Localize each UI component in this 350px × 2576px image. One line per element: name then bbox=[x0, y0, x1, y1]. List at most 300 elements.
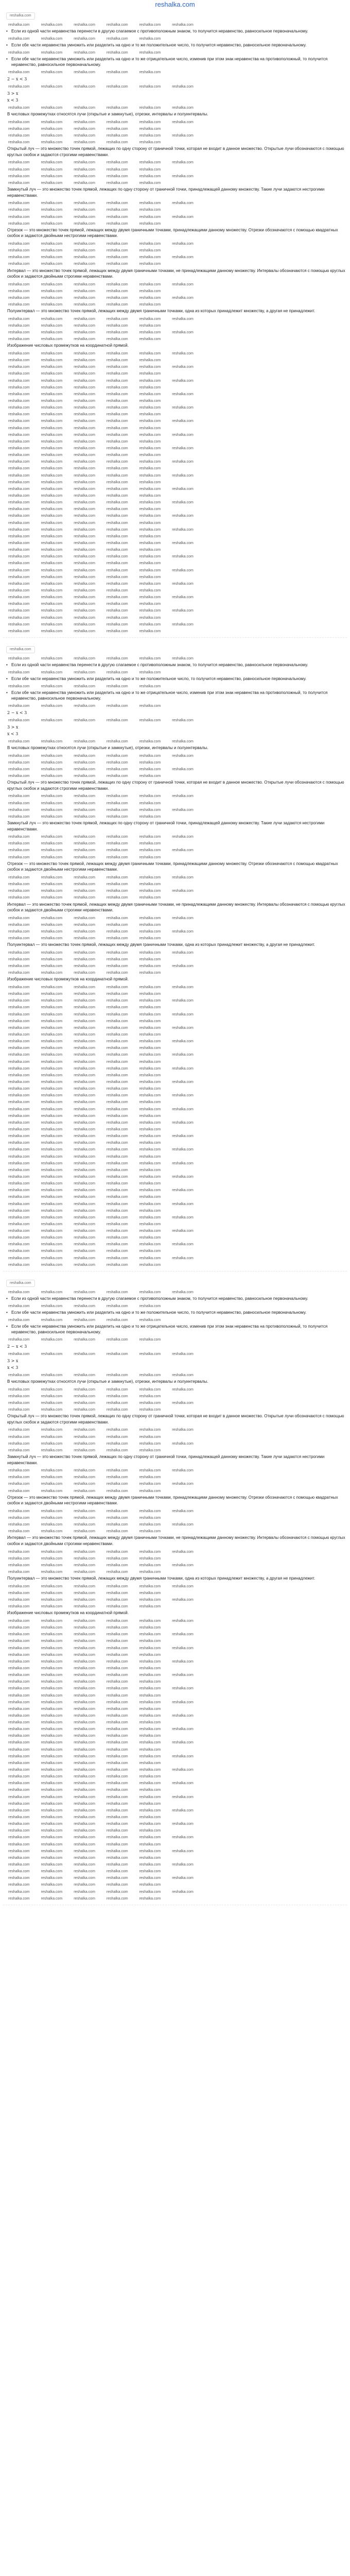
watermark: reshalka.com bbox=[106, 794, 128, 799]
watermark-row bbox=[8, 1400, 347, 1406]
watermark: reshalka.com bbox=[172, 433, 194, 437]
watermark: reshalka.com bbox=[8, 1721, 30, 1725]
watermark: reshalka.com bbox=[74, 514, 95, 518]
rule-text: Если обе части неравенства умножить или разделить на одно и то же отрицательное число, изменив при этом знак неравенства на противоположный, то получится неравенство, равносильное первоначальному. bbox=[11, 1324, 328, 1335]
watermark: reshalka.com bbox=[8, 964, 30, 969]
watermark: reshalka.com bbox=[139, 1876, 161, 1880]
watermark: reshalka.com bbox=[106, 1666, 128, 1670]
watermark-row bbox=[8, 1133, 347, 1139]
watermark: reshalka.com bbox=[106, 889, 128, 893]
watermark: reshalka.com bbox=[41, 1073, 63, 1077]
watermark: reshalka.com bbox=[106, 1127, 128, 1131]
watermark-row bbox=[8, 854, 347, 860]
watermark: reshalka.com bbox=[74, 916, 95, 920]
watermark: reshalka.com bbox=[172, 1215, 194, 1219]
watermark: reshalka.com bbox=[8, 1476, 30, 1480]
watermark: reshalka.com bbox=[41, 296, 63, 300]
watermark: reshalka.com bbox=[41, 487, 63, 491]
watermark: reshalka.com bbox=[8, 971, 30, 975]
source-chip[interactable]: reshalka.com bbox=[6, 12, 35, 20]
watermark-row bbox=[8, 513, 347, 519]
bullet-icon: • bbox=[6, 1296, 8, 1301]
watermark: reshalka.com bbox=[74, 1469, 95, 1473]
watermark-row bbox=[8, 753, 347, 759]
watermark: reshalka.com bbox=[8, 815, 30, 819]
watermark: reshalka.com bbox=[106, 127, 128, 131]
watermark: reshalka.com bbox=[139, 1053, 161, 1057]
watermark: reshalka.com bbox=[139, 222, 161, 226]
watermark: reshalka.com bbox=[106, 555, 128, 559]
watermark: reshalka.com bbox=[74, 1863, 95, 1867]
watermark: reshalka.com bbox=[106, 1782, 128, 1786]
watermark: reshalka.com bbox=[106, 392, 128, 396]
watermark: reshalka.com bbox=[74, 616, 95, 620]
watermark: reshalka.com bbox=[8, 992, 30, 996]
watermark: reshalka.com bbox=[74, 262, 95, 266]
watermark: reshalka.com bbox=[74, 1870, 95, 1874]
watermark: reshalka.com bbox=[41, 1768, 63, 1772]
watermark: reshalka.com bbox=[106, 1337, 128, 1342]
watermark: reshalka.com bbox=[139, 986, 161, 989]
watermark: reshalka.com bbox=[8, 406, 30, 410]
watermark-row bbox=[8, 607, 347, 614]
watermark-row bbox=[8, 567, 347, 573]
watermark: reshalka.com bbox=[139, 1215, 161, 1219]
watermark-row bbox=[8, 1474, 347, 1480]
watermark: reshalka.com bbox=[172, 1550, 194, 1554]
watermark: reshalka.com bbox=[139, 1530, 161, 1534]
watermark: reshalka.com bbox=[8, 317, 30, 321]
watermark: reshalka.com bbox=[74, 670, 95, 674]
watermark: reshalka.com bbox=[41, 1155, 63, 1159]
watermark: reshalka.com bbox=[8, 1795, 30, 1799]
watermark: reshalka.com bbox=[74, 609, 95, 613]
watermark: reshalka.com bbox=[139, 1741, 161, 1745]
watermark: reshalka.com bbox=[41, 1175, 63, 1179]
watermark: reshalka.com bbox=[74, 588, 95, 592]
watermark: reshalka.com bbox=[8, 883, 30, 887]
watermark: reshalka.com bbox=[8, 1012, 30, 1016]
watermark: reshalka.com bbox=[139, 1896, 161, 1901]
watermark: reshalka.com bbox=[74, 1653, 95, 1657]
watermark-row bbox=[8, 807, 347, 813]
watermark: reshalka.com bbox=[106, 1408, 128, 1412]
watermark: reshalka.com bbox=[8, 1653, 30, 1657]
watermark-row bbox=[8, 928, 347, 935]
watermark: reshalka.com bbox=[74, 1788, 95, 1792]
watermark: reshalka.com bbox=[8, 555, 30, 559]
watermark: reshalka.com bbox=[41, 889, 63, 893]
watermark: reshalka.com bbox=[41, 317, 63, 321]
watermark-row bbox=[8, 1679, 347, 1685]
watermark: reshalka.com bbox=[41, 215, 63, 219]
watermark: reshalka.com bbox=[8, 181, 30, 185]
watermark: reshalka.com bbox=[41, 1556, 63, 1561]
watermark: reshalka.com bbox=[41, 1394, 63, 1398]
watermark: reshalka.com bbox=[139, 1693, 161, 1698]
watermark: reshalka.com bbox=[139, 1523, 161, 1527]
bullet-icon: • bbox=[6, 690, 8, 695]
watermark-row bbox=[8, 1065, 347, 1072]
watermark: reshalka.com bbox=[74, 467, 95, 471]
watermark: reshalka.com bbox=[139, 1121, 161, 1125]
watermark-row bbox=[8, 1528, 347, 1534]
watermark: reshalka.com bbox=[74, 1121, 95, 1125]
watermark: reshalka.com bbox=[41, 1304, 63, 1308]
watermark: reshalka.com bbox=[41, 1408, 63, 1412]
watermark-row bbox=[8, 323, 347, 329]
watermark: reshalka.com bbox=[8, 835, 30, 839]
watermark: reshalka.com bbox=[139, 1304, 161, 1308]
watermark: reshalka.com bbox=[106, 1584, 128, 1588]
watermark: reshalka.com bbox=[8, 399, 30, 403]
watermark: reshalka.com bbox=[74, 1700, 95, 1704]
watermark: reshalka.com bbox=[74, 37, 95, 41]
watermark: reshalka.com bbox=[8, 507, 30, 512]
watermark: reshalka.com bbox=[172, 1563, 194, 1567]
watermark: reshalka.com bbox=[74, 1229, 95, 1233]
watermark: reshalka.com bbox=[41, 883, 63, 887]
watermark: reshalka.com bbox=[139, 1040, 161, 1044]
watermark: reshalka.com bbox=[74, 889, 95, 893]
watermark: reshalka.com bbox=[8, 1896, 30, 1901]
watermark-row bbox=[8, 547, 347, 553]
watermark: reshalka.com bbox=[8, 575, 30, 579]
watermark: reshalka.com bbox=[139, 521, 161, 525]
watermark: reshalka.com bbox=[74, 1080, 95, 1084]
watermark: reshalka.com bbox=[106, 1318, 128, 1322]
watermark: reshalka.com bbox=[172, 352, 194, 356]
paragraph: Полуинтервал — это множество точек прямой, лежащих между двумя граничными точками, одна из которых принадлежит множеству, а другая не принадлежит. bbox=[7, 309, 316, 314]
watermark: reshalka.com bbox=[139, 704, 161, 708]
watermark: reshalka.com bbox=[8, 1673, 30, 1677]
watermark: reshalka.com bbox=[139, 1802, 161, 1806]
watermark: reshalka.com bbox=[8, 1883, 30, 1887]
watermark: reshalka.com bbox=[172, 1161, 194, 1165]
watermark: reshalka.com bbox=[74, 1680, 95, 1684]
watermark: reshalka.com bbox=[139, 588, 161, 592]
watermark: reshalka.com bbox=[139, 1263, 161, 1267]
watermark: reshalka.com bbox=[74, 767, 95, 771]
source-chip[interactable]: reshalka.com bbox=[6, 646, 35, 653]
watermark: reshalka.com bbox=[172, 460, 194, 464]
watermark: reshalka.com bbox=[74, 317, 95, 321]
watermark: reshalka.com bbox=[8, 365, 30, 369]
watermark: reshalka.com bbox=[74, 134, 95, 138]
watermark: reshalka.com bbox=[8, 1100, 30, 1105]
watermark-row bbox=[8, 1481, 347, 1487]
watermark: reshalka.com bbox=[41, 1822, 63, 1826]
watermark: reshalka.com bbox=[8, 1435, 30, 1439]
watermark: reshalka.com bbox=[139, 760, 161, 765]
watermark: reshalka.com bbox=[41, 1249, 63, 1253]
watermark: reshalka.com bbox=[8, 754, 30, 758]
watermark: reshalka.com bbox=[106, 1788, 128, 1792]
watermark: reshalka.com bbox=[106, 1046, 128, 1050]
watermark: reshalka.com bbox=[106, 1107, 128, 1111]
watermark: reshalka.com bbox=[41, 141, 63, 145]
source-chip-row bbox=[6, 12, 347, 20]
watermark: reshalka.com bbox=[8, 127, 30, 131]
watermark: reshalka.com bbox=[106, 426, 128, 430]
watermark: reshalka.com bbox=[139, 447, 161, 451]
watermark: reshalka.com bbox=[41, 1256, 63, 1260]
watermark: reshalka.com bbox=[41, 174, 63, 178]
watermark: reshalka.com bbox=[74, 1856, 95, 1860]
watermark: reshalka.com bbox=[8, 616, 30, 620]
watermark: reshalka.com bbox=[41, 1659, 63, 1664]
watermark-row bbox=[8, 173, 347, 179]
watermark: reshalka.com bbox=[74, 399, 95, 403]
watermark: reshalka.com bbox=[139, 1195, 161, 1199]
watermark-row bbox=[8, 1221, 347, 1227]
watermark: reshalka.com bbox=[8, 916, 30, 920]
watermark: reshalka.com bbox=[8, 808, 30, 812]
watermark: reshalka.com bbox=[8, 208, 30, 212]
watermark: reshalka.com bbox=[8, 1714, 30, 1718]
watermark: reshalka.com bbox=[74, 1516, 95, 1520]
watermark: reshalka.com bbox=[41, 460, 63, 464]
watermark: reshalka.com bbox=[8, 23, 30, 27]
watermark: reshalka.com bbox=[139, 1639, 161, 1643]
watermark: reshalka.com bbox=[74, 1666, 95, 1670]
watermark: reshalka.com bbox=[139, 1516, 161, 1520]
watermark: reshalka.com bbox=[139, 1775, 161, 1779]
watermark-row bbox=[8, 281, 347, 287]
watermark: reshalka.com bbox=[41, 1489, 63, 1493]
watermark-row bbox=[8, 759, 347, 766]
watermark: reshalka.com bbox=[74, 1408, 95, 1412]
watermark: reshalka.com bbox=[41, 1482, 63, 1486]
watermark: reshalka.com bbox=[8, 986, 30, 989]
watermark: reshalka.com bbox=[139, 992, 161, 996]
watermark: reshalka.com bbox=[41, 916, 63, 920]
watermark: reshalka.com bbox=[8, 1741, 30, 1745]
watermark: reshalka.com bbox=[139, 1100, 161, 1105]
watermark-row bbox=[8, 1086, 347, 1092]
watermark-row bbox=[8, 1440, 347, 1447]
watermark: reshalka.com bbox=[41, 835, 63, 839]
watermark: reshalka.com bbox=[139, 37, 161, 41]
watermark: reshalka.com bbox=[106, 1727, 128, 1732]
watermark: reshalka.com bbox=[139, 1094, 161, 1098]
watermark: reshalka.com bbox=[139, 964, 161, 969]
watermark: reshalka.com bbox=[106, 1687, 128, 1691]
watermark-row bbox=[8, 1303, 347, 1309]
watermark: reshalka.com bbox=[106, 588, 128, 592]
watermark: reshalka.com bbox=[74, 1584, 95, 1588]
watermark: reshalka.com bbox=[106, 494, 128, 498]
watermark-row bbox=[8, 1146, 347, 1153]
watermark: reshalka.com bbox=[106, 181, 128, 185]
watermark: reshalka.com bbox=[74, 835, 95, 839]
watermark-row bbox=[8, 1801, 347, 1807]
watermark: reshalka.com bbox=[106, 704, 128, 708]
watermark-row bbox=[8, 22, 347, 28]
watermark: reshalka.com bbox=[41, 134, 63, 138]
watermark: reshalka.com bbox=[8, 1523, 30, 1527]
watermark: reshalka.com bbox=[8, 1073, 30, 1077]
watermark: reshalka.com bbox=[74, 575, 95, 579]
paragraph: Замкнутый луч — это множество точек прямой, лежащих по одну сторону от граничной точки, принадлежащей данному множеству. Такие лучи задаются нестрогими неравенствами. bbox=[7, 821, 325, 832]
watermark-row bbox=[8, 956, 347, 962]
watermark: reshalka.com bbox=[8, 1428, 30, 1432]
watermark: reshalka.com bbox=[106, 1202, 128, 1206]
watermark: reshalka.com bbox=[41, 937, 63, 941]
watermark: reshalka.com bbox=[139, 480, 161, 484]
watermark: reshalka.com bbox=[106, 507, 128, 512]
watermark-row bbox=[8, 1834, 347, 1840]
watermark: reshalka.com bbox=[41, 1816, 63, 1820]
watermark: reshalka.com bbox=[139, 849, 161, 853]
watermark: reshalka.com bbox=[106, 1249, 128, 1253]
watermark: reshalka.com bbox=[41, 992, 63, 996]
watermark: reshalka.com bbox=[8, 242, 30, 246]
watermark: reshalka.com bbox=[172, 1822, 194, 1826]
watermark: reshalka.com bbox=[74, 534, 95, 538]
watermark: reshalka.com bbox=[139, 337, 161, 342]
watermark: reshalka.com bbox=[139, 1175, 161, 1179]
watermark: reshalka.com bbox=[74, 426, 95, 430]
watermark: reshalka.com bbox=[8, 1700, 30, 1704]
watermark: reshalka.com bbox=[8, 1775, 30, 1779]
watermark: reshalka.com bbox=[8, 541, 30, 545]
watermark: reshalka.com bbox=[74, 1161, 95, 1165]
watermark: reshalka.com bbox=[172, 1876, 194, 1880]
watermark-row bbox=[8, 1106, 347, 1112]
watermark: reshalka.com bbox=[8, 937, 30, 941]
watermark: reshalka.com bbox=[8, 1754, 30, 1758]
watermark: reshalka.com bbox=[172, 406, 194, 410]
watermark-row bbox=[8, 540, 347, 546]
watermark: reshalka.com bbox=[139, 835, 161, 839]
watermark: reshalka.com bbox=[139, 1448, 161, 1452]
watermark: reshalka.com bbox=[74, 50, 95, 55]
watermark-row bbox=[8, 601, 347, 607]
watermark: reshalka.com bbox=[106, 1100, 128, 1105]
watermark-row bbox=[8, 391, 347, 397]
watermark: reshalka.com bbox=[41, 1754, 63, 1758]
watermark: reshalka.com bbox=[8, 1836, 30, 1840]
watermark: reshalka.com bbox=[139, 419, 161, 423]
watermark: reshalka.com bbox=[139, 1653, 161, 1657]
watermark: reshalka.com bbox=[139, 453, 161, 457]
watermark: reshalka.com bbox=[74, 1107, 95, 1111]
watermark: reshalka.com bbox=[106, 1856, 128, 1860]
watermark: reshalka.com bbox=[106, 1849, 128, 1853]
watermark-row bbox=[8, 1699, 347, 1705]
watermark-row bbox=[8, 814, 347, 820]
watermark: reshalka.com bbox=[8, 289, 30, 293]
watermark: reshalka.com bbox=[8, 1155, 30, 1159]
watermark: reshalka.com bbox=[172, 754, 194, 758]
watermark: reshalka.com bbox=[139, 1646, 161, 1650]
watermark: reshalka.com bbox=[139, 923, 161, 927]
watermark: reshalka.com bbox=[139, 1666, 161, 1670]
watermark: reshalka.com bbox=[106, 1822, 128, 1826]
watermark: reshalka.com bbox=[139, 1428, 161, 1432]
watermark: reshalka.com bbox=[139, 1229, 161, 1233]
watermark: reshalka.com bbox=[172, 161, 194, 165]
watermark: reshalka.com bbox=[172, 929, 194, 934]
watermark: reshalka.com bbox=[74, 303, 95, 307]
watermark: reshalka.com bbox=[139, 528, 161, 532]
watermark: reshalka.com bbox=[106, 951, 128, 955]
watermark: reshalka.com bbox=[41, 120, 63, 124]
watermark: reshalka.com bbox=[74, 849, 95, 853]
watermark-row bbox=[8, 1241, 347, 1247]
paragraph: Замкнутый луч — это множество точек прямой, лежащих по одну сторону от граничной точки, принадлежащей данному множеству. Такие лучи задаются нестрогими неравенствами. bbox=[7, 187, 325, 198]
watermark: reshalka.com bbox=[8, 201, 30, 206]
rule-item bbox=[6, 662, 347, 668]
watermark: reshalka.com bbox=[106, 1189, 128, 1193]
watermark: reshalka.com bbox=[8, 548, 30, 552]
watermark: reshalka.com bbox=[74, 1373, 95, 1377]
source-chip[interactable]: reshalka.com bbox=[6, 1280, 35, 1287]
watermark: reshalka.com bbox=[139, 718, 161, 722]
watermark: reshalka.com bbox=[74, 379, 95, 383]
watermark: reshalka.com bbox=[74, 1761, 95, 1765]
watermark: reshalka.com bbox=[139, 1107, 161, 1111]
watermark: reshalka.com bbox=[74, 1026, 95, 1030]
watermark: reshalka.com bbox=[139, 562, 161, 566]
watermark: reshalka.com bbox=[8, 596, 30, 600]
watermark: reshalka.com bbox=[106, 1243, 128, 1247]
watermark-row bbox=[8, 357, 347, 363]
watermark-row bbox=[8, 499, 347, 505]
watermark-row bbox=[8, 445, 347, 451]
watermark: reshalka.com bbox=[8, 896, 30, 900]
watermark: reshalka.com bbox=[172, 317, 194, 321]
watermark: reshalka.com bbox=[172, 331, 194, 335]
watermark: reshalka.com bbox=[41, 1318, 63, 1322]
watermark: reshalka.com bbox=[106, 760, 128, 765]
watermark: reshalka.com bbox=[106, 1155, 128, 1159]
watermark-row bbox=[8, 847, 347, 853]
watermark: reshalka.com bbox=[8, 1584, 30, 1588]
watermark: reshalka.com bbox=[106, 1026, 128, 1030]
watermark: reshalka.com bbox=[106, 365, 128, 369]
watermark: reshalka.com bbox=[106, 534, 128, 538]
watermark: reshalka.com bbox=[41, 1476, 63, 1480]
watermark-row bbox=[8, 1794, 347, 1800]
watermark: reshalka.com bbox=[8, 1182, 30, 1186]
watermark: reshalka.com bbox=[41, 106, 63, 110]
watermark-row bbox=[8, 1590, 347, 1596]
watermark: reshalka.com bbox=[8, 37, 30, 41]
watermark: reshalka.com bbox=[74, 1748, 95, 1752]
watermark: reshalka.com bbox=[8, 1121, 30, 1125]
watermark: reshalka.com bbox=[8, 923, 30, 927]
watermark: reshalka.com bbox=[8, 1633, 30, 1637]
watermark: reshalka.com bbox=[8, 514, 30, 518]
watermark: reshalka.com bbox=[106, 1073, 128, 1077]
watermark: reshalka.com bbox=[172, 120, 194, 124]
example-inequality: 2 − x < 3 bbox=[7, 710, 27, 716]
watermark: reshalka.com bbox=[106, 1808, 128, 1812]
paragraph: Открытый луч — это множество точек прямой, лежащих по одну сторону от граничной точки, которая не входит в данное множество. Открытые лучи обозначаются с помощью круглых скобок и задаются строгими неравенствами. bbox=[7, 780, 344, 791]
site-title[interactable]: reshalka.com bbox=[155, 0, 195, 8]
watermark: reshalka.com bbox=[41, 70, 63, 74]
rule-item bbox=[6, 1296, 347, 1302]
watermark: reshalka.com bbox=[106, 1060, 128, 1064]
watermark: reshalka.com bbox=[106, 1256, 128, 1260]
watermark: reshalka.com bbox=[41, 1080, 63, 1084]
watermark: reshalka.com bbox=[106, 1291, 128, 1295]
watermark: reshalka.com bbox=[8, 1687, 30, 1691]
paragraph: Изображение числовых промежутков на координатной прямой. bbox=[7, 977, 129, 982]
watermark: reshalka.com bbox=[74, 1442, 95, 1446]
